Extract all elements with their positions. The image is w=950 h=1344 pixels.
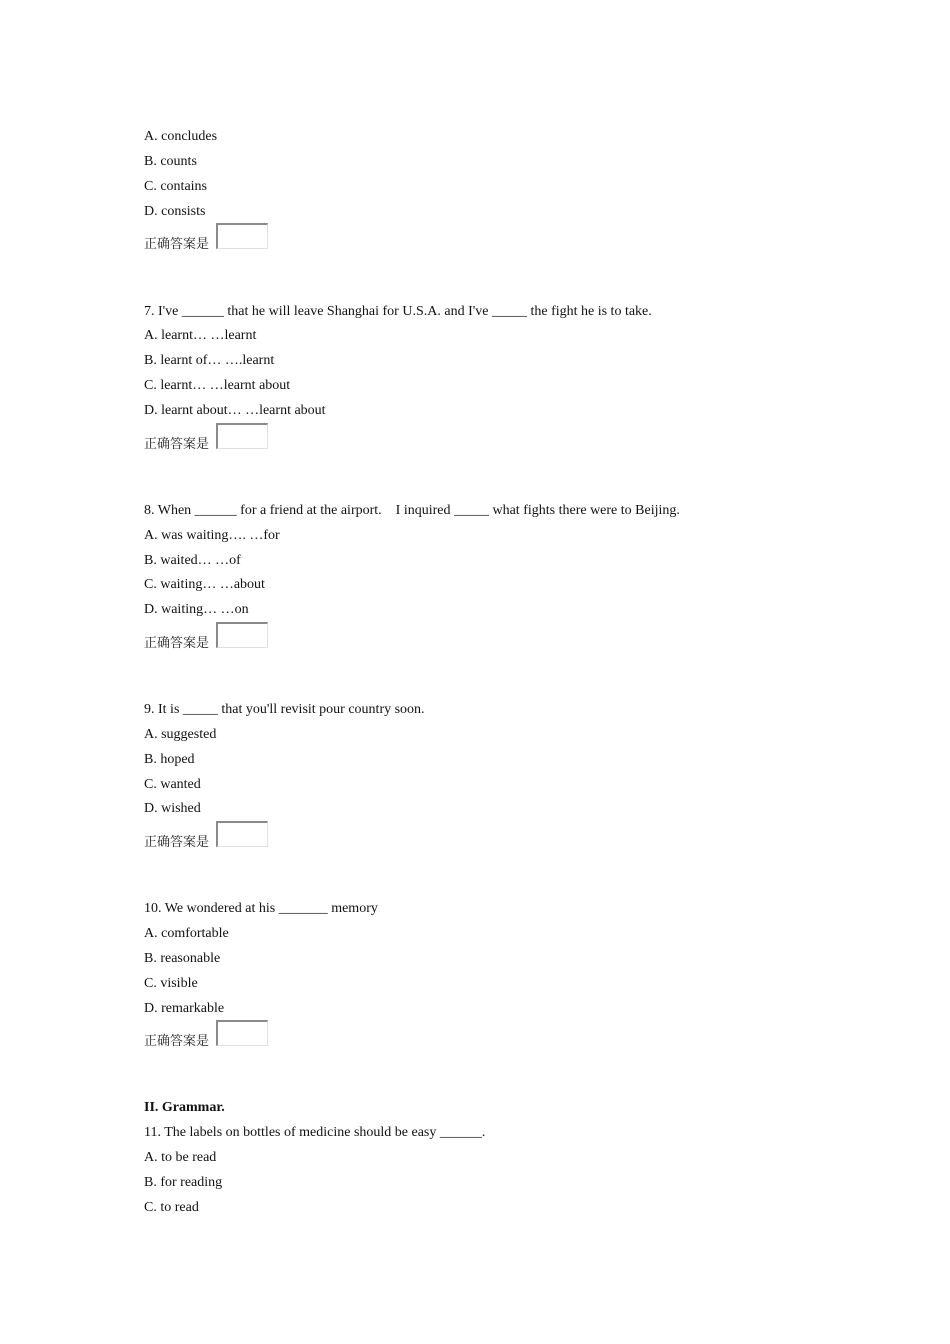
q9-option-d: D. wished (144, 801, 201, 816)
section-title-grammar: II. Grammar. (144, 1100, 225, 1115)
q6-answer-label: 正确答案是 (144, 237, 210, 252)
q9-option-a: A. suggested (144, 727, 217, 742)
q6-option-b: B. counts (144, 154, 197, 169)
q7-option-b: B. learnt of… ….learnt (144, 353, 275, 368)
q11-option-a: A. to be read (144, 1150, 217, 1165)
q9-answer-input[interactable] (216, 821, 268, 847)
q10-option-a: A. comfortable (144, 926, 229, 941)
q8-question: 8. When ______ for a friend at the airport. I inquired _____ what fights there were to Beijing. (144, 503, 680, 518)
q8-option-c: C. waiting… …about (144, 577, 265, 592)
q7-option-c: C. learnt… …learnt about (144, 378, 291, 393)
q10-question: 10. We wondered at his _______ memory (144, 901, 378, 916)
q10-answer-input[interactable] (216, 1020, 268, 1046)
q9-option-c: C. wanted (144, 777, 201, 792)
q10-option-b: B. reasonable (144, 951, 221, 966)
q10-option-d: D. remarkable (144, 1001, 225, 1016)
q11-option-c: C. to read (144, 1200, 199, 1215)
q6-answer-input[interactable] (216, 223, 268, 249)
q6-option-a: A. concludes (144, 129, 218, 144)
q7-option-d: D. learnt about… …learnt about (144, 403, 326, 418)
q6-option-d: D. consists (144, 204, 206, 219)
q9-answer-label: 正确答案是 (144, 835, 210, 850)
q7-question: 7. I've ______ that he will leave Shanghai for U.S.A. and I've _____ the fight he is to take. (144, 304, 652, 319)
q8-answer-label: 正确答案是 (144, 636, 210, 651)
q8-option-d: D. waiting… …on (144, 602, 249, 617)
q11-question: 11. The labels on bottles of medicine should be easy ______. (144, 1125, 486, 1140)
q10-answer-label: 正确答案是 (144, 1034, 210, 1049)
q11-option-b: B. for reading (144, 1175, 223, 1190)
q8-option-a: A. was waiting…. …for (144, 528, 280, 543)
q7-answer-label: 正确答案是 (144, 437, 210, 452)
q8-answer-input[interactable] (216, 622, 268, 648)
q7-answer-input[interactable] (216, 423, 268, 449)
q8-option-b: B. waited… …of (144, 553, 241, 568)
q9-option-b: B. hoped (144, 752, 195, 767)
q7-option-a: A. learnt… …learnt (144, 328, 257, 343)
q6-option-c: C. contains (144, 179, 207, 194)
q10-option-c: C. visible (144, 976, 198, 991)
q9-question: 9. It is _____ that you'll revisit pour country soon. (144, 702, 425, 717)
